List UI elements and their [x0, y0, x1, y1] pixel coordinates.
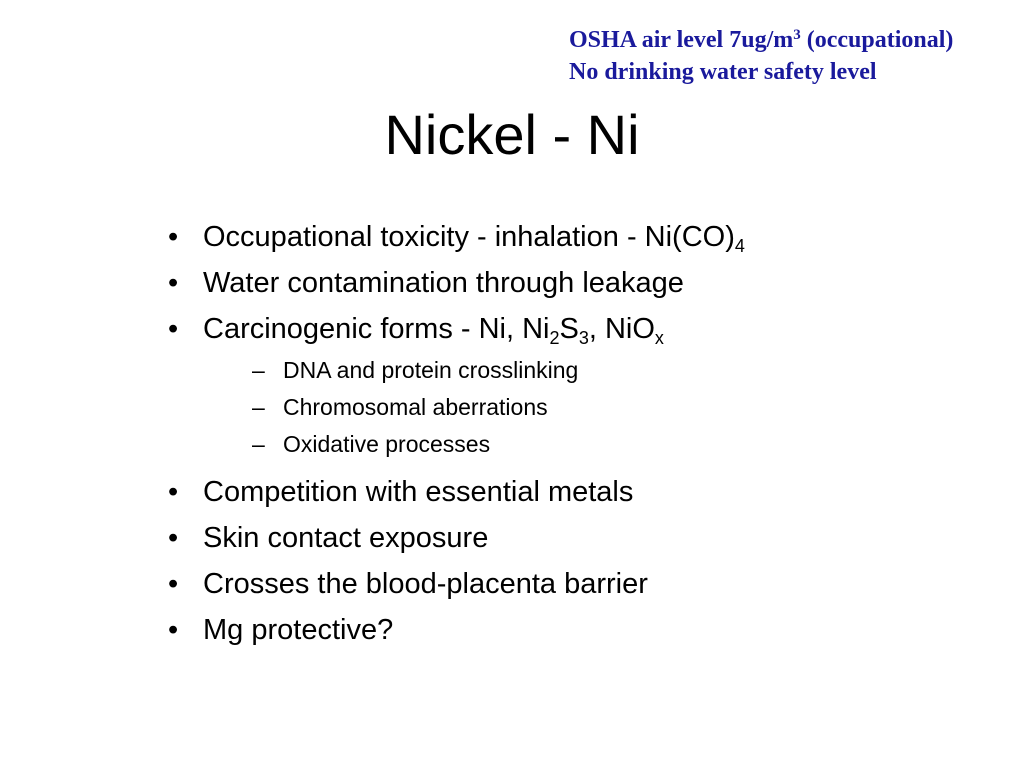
bullet-text: Water contamination through leakage [203, 267, 684, 299]
subscript-4: 4 [734, 236, 745, 256]
bullet-item-water-contamination [168, 260, 745, 306]
bullet-item-occupational-toxicity [168, 214, 745, 260]
bullet-item-mg-protective [168, 607, 745, 653]
bullet-marker: • [168, 267, 179, 299]
bullet-text: Competition with essential metals [203, 476, 634, 508]
osha-air-level-line [569, 24, 953, 56]
sub-item-text: Chromosomal aberrations [283, 394, 548, 420]
bullet-text-part: S [559, 313, 579, 345]
sub-item-oxidative-processes [203, 426, 745, 463]
subscript-x: x [654, 328, 664, 348]
sub-item-text: Oxidative processes [283, 431, 491, 457]
bullet-item-skin-contact [168, 515, 745, 561]
bullet-marker: • [168, 568, 179, 600]
sub-bullet-list [203, 352, 745, 469]
bullet-marker: • [168, 522, 179, 554]
bullet-text: Mg protective? [203, 614, 394, 646]
sub-bullet-marker: – [252, 394, 265, 420]
bullet-text-part: Carcinogenic forms - Ni, Ni [203, 313, 550, 345]
bullet-text-part: , NiO [588, 313, 655, 345]
bullet-item-carcinogenic-forms [168, 306, 745, 469]
bullet-text: Crosses the blood-placenta barrier [203, 568, 648, 600]
subscript-2: 2 [549, 328, 560, 348]
osha-air-level-text: OSHA air level 7ug/m [569, 27, 794, 53]
bullet-item-competition-metals [168, 469, 745, 515]
occupational-text: (occupational) [800, 27, 954, 53]
slide-title: Nickel - Ni [384, 103, 640, 166]
cubic-superscript: 3 [793, 27, 801, 43]
bullet-marker: • [168, 614, 179, 646]
sub-bullet-marker: – [252, 357, 265, 383]
sub-item-text: DNA and protein crosslinking [283, 357, 579, 383]
sub-bullet-marker: – [252, 431, 265, 457]
bullet-item-blood-placenta [168, 561, 745, 607]
bullet-marker: • [168, 313, 179, 345]
bullet-text: Skin contact exposure [203, 522, 489, 554]
subscript-3: 3 [578, 328, 589, 348]
drinking-water-line: No drinking water safety level [569, 59, 877, 85]
bullet-marker: • [168, 221, 179, 253]
sub-item-dna-crosslinking [203, 352, 745, 389]
sub-item-chromosomal-aberrations [203, 389, 745, 426]
bullet-marker: • [168, 476, 179, 508]
bullet-list [168, 214, 745, 653]
exposure-limits-note [569, 24, 953, 88]
bullet-text: Occupational toxicity - inhalation - Ni(CO) [203, 221, 735, 253]
